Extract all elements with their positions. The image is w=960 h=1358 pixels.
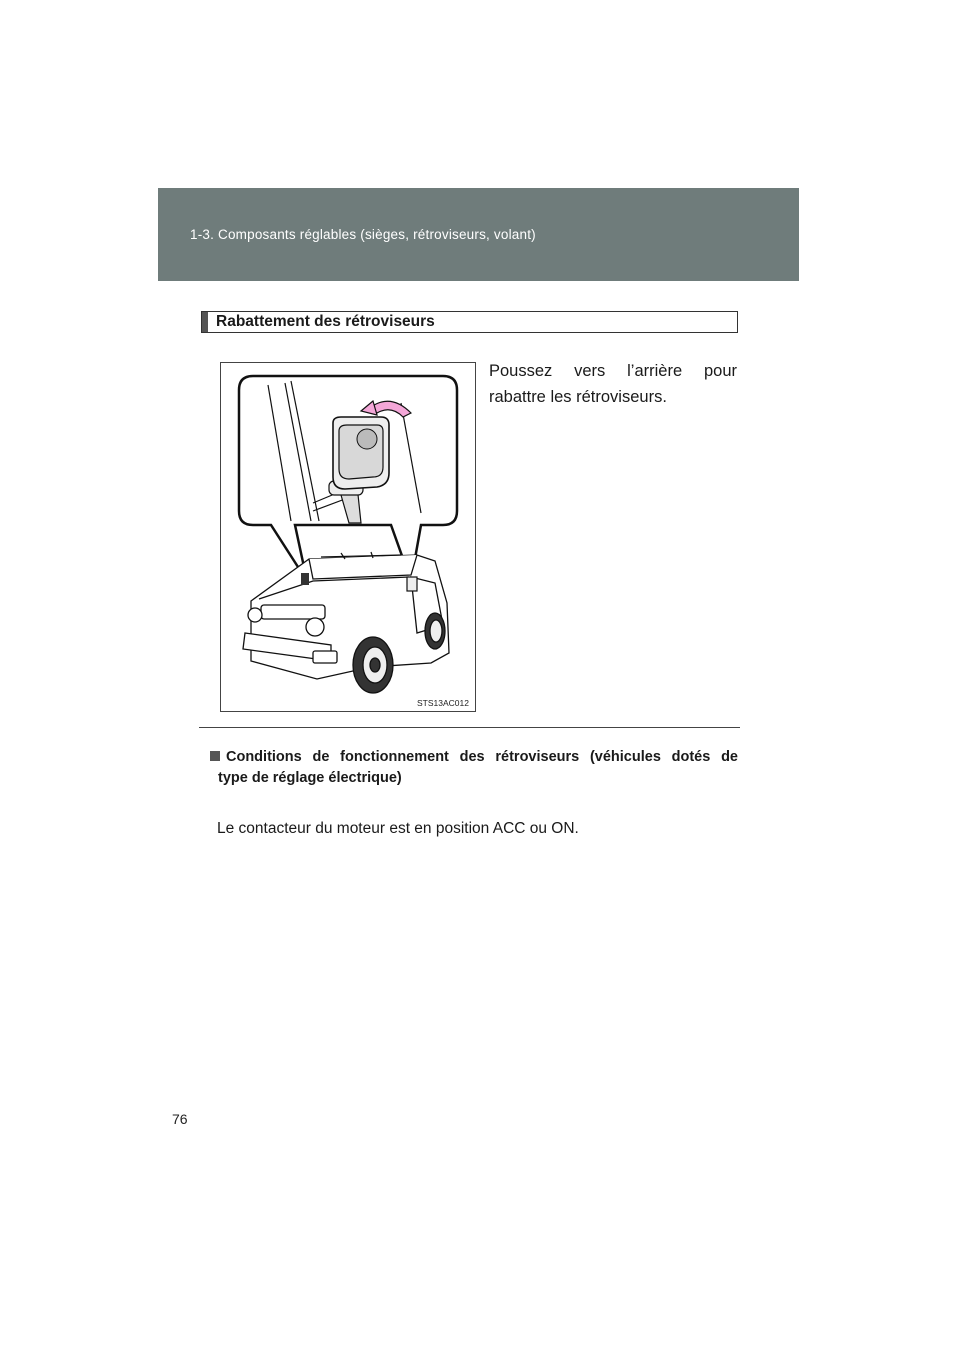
conditions-title-word: Conditions <box>210 747 302 768</box>
conditions-title-word: de <box>721 749 738 765</box>
conditions-title-line-1 <box>210 747 738 768</box>
instruction-word: vers <box>574 362 606 380</box>
section-marker <box>202 312 208 332</box>
vehicle-outline <box>243 555 449 679</box>
section-divider <box>199 727 740 728</box>
conditions-title-word: de <box>312 749 330 765</box>
left-mirror <box>301 573 309 585</box>
instruction-line-2: rabattre les rétroviseurs. <box>489 388 667 406</box>
figure-code: STS13AC012 <box>417 698 469 708</box>
instruction-line-1 <box>489 358 737 384</box>
right-mirror <box>407 577 417 591</box>
vehicle-mirror-drawing <box>221 363 477 713</box>
conditions-title <box>210 747 738 789</box>
conditions-title-word: (véhicules <box>589 749 661 765</box>
conditions-text: Le contacteur du moteur est en position ACC ou ON. <box>217 820 579 837</box>
square-bullet-icon <box>210 751 220 761</box>
instruction-word: l’arrière <box>627 362 683 380</box>
conditions-title-line-2: type de réglage électrique) <box>218 770 402 786</box>
chapter-breadcrumb: 1-3. Composants réglables (sièges, rétroviseurs, volant) <box>190 227 536 242</box>
conditions-title-word: dotés <box>671 749 711 765</box>
instruction-word: Poussez <box>489 362 553 380</box>
page-number: 76 <box>172 1111 188 1127</box>
conditions-title-word: rétroviseurs <box>495 749 580 765</box>
conditions-title-word: des <box>459 749 485 765</box>
section-title-box <box>201 311 738 333</box>
section-title: Rabattement des rétroviseurs <box>216 313 435 330</box>
instruction-text <box>489 358 737 410</box>
conditions-title-word: fonctionnement <box>340 749 449 765</box>
instruction-word: pour <box>703 362 737 380</box>
mirror-illustration <box>220 362 476 712</box>
